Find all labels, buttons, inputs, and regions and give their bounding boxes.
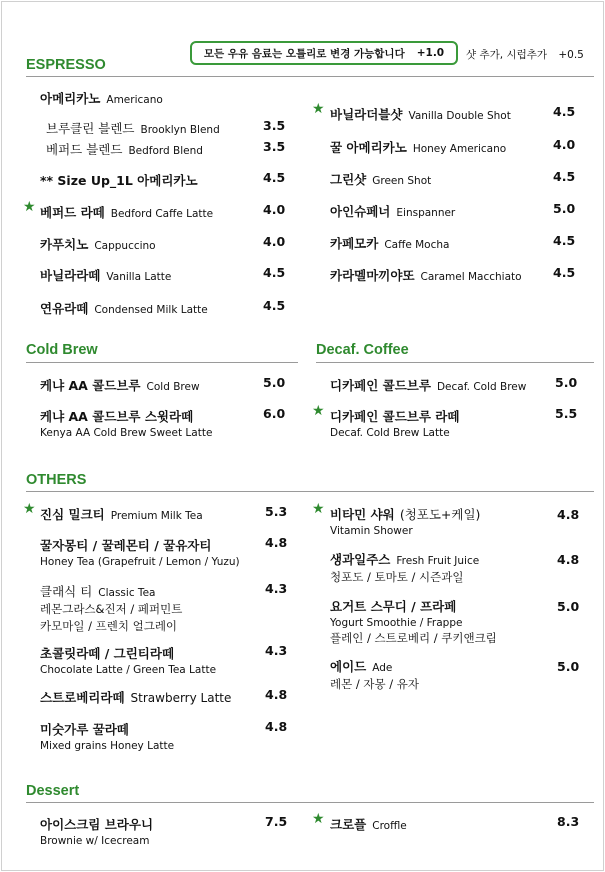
menu-item: 바닐라라떼 Vanilla Latte	[40, 268, 172, 283]
item-price: 5.0	[557, 659, 580, 674]
item-price: 5.0	[553, 201, 576, 216]
section-rule-cold-brew	[26, 362, 298, 363]
section-title-dessert: Dessert	[26, 783, 80, 799]
section-rule-decaf	[316, 362, 594, 363]
item-price: 4.0	[263, 202, 286, 217]
menu-item: 베퍼드 블렌드 Bedford Blend	[46, 142, 203, 157]
item-price: 4.8	[265, 719, 288, 734]
menu-item: 에이드 Ade 레몬 / 자몽 / 유자	[330, 659, 420, 691]
menu-item: 카푸치노 Cappuccino	[40, 237, 156, 252]
oatly-notice-box	[190, 41, 458, 65]
menu-item: 케냐 AA 콜드브루 Cold Brew	[40, 378, 200, 393]
menu-item: 아인슈페너 Einspanner	[330, 204, 456, 219]
oatly-notice-price: +1.0	[416, 47, 445, 59]
menu-item: 케냐 AA 콜드브루 스윗라떼 Kenya AA Cold Brew Sweet Latte	[40, 409, 213, 439]
star-icon: ★	[312, 501, 325, 517]
section-title-others: OTHERS	[26, 472, 87, 488]
menu-item: 생과일주스 Fresh Fruit Juice 청포도 / 토마토 / 시즌과일	[330, 552, 480, 584]
item-price: 4.5	[263, 298, 286, 313]
menu-item: 클래식 티 Classic Tea 레몬그라스&진저 / 페퍼민트 카모마일 / 프렌치 얼그레이	[40, 584, 183, 633]
item-price: 4.8	[265, 535, 288, 550]
menu-item: 아이스크림 브라우니 Brownie w/ Icecream	[40, 817, 154, 847]
menu-item: 브루클린 블렌드 Brooklyn Blend	[46, 121, 220, 136]
menu-item: 그린샷 Green Shot	[330, 172, 432, 187]
menu-item: 아메리카노 Americano	[40, 91, 163, 106]
item-price: 4.3	[265, 643, 288, 658]
menu-item: 크로플 Croffle	[330, 817, 407, 832]
item-price: 4.3	[265, 581, 288, 596]
menu-item: ** Size Up_1L 아메리카노	[40, 173, 198, 188]
menu-item: 카페모카 Caffe Mocha	[330, 236, 450, 251]
item-price: 4.5	[553, 104, 576, 119]
item-price: 5.0	[557, 599, 580, 614]
item-price: 4.8	[557, 552, 580, 567]
star-icon: ★	[23, 501, 36, 517]
item-price: 4.0	[553, 137, 576, 152]
star-icon: ★	[312, 811, 325, 827]
item-price: 4.8	[265, 687, 288, 702]
menu-item: 꿀 아메리카노 Honey Americano	[330, 140, 507, 155]
item-price: 4.5	[553, 169, 576, 184]
menu-item: 요거트 스무디 / 프라페 Yogurt Smoothie / Frappe 플레인 / 스트로베리 / 쿠키앤크림	[330, 599, 497, 645]
star-icon: ★	[312, 403, 325, 419]
item-price: 3.5	[263, 139, 286, 154]
item-price: 5.0	[263, 375, 286, 390]
item-price: 6.0	[263, 406, 286, 421]
section-title-decaf: Decaf. Coffee	[316, 342, 409, 358]
section-rule-others	[26, 491, 594, 492]
item-price: 5.3	[265, 504, 288, 519]
star-icon: ★	[23, 199, 36, 215]
section-title-espresso: ESPRESSO	[26, 57, 106, 73]
item-price: 3.5	[263, 118, 286, 133]
item-price: 4.8	[557, 507, 580, 522]
item-price: 8.3	[557, 814, 580, 829]
extra-shot-notice	[466, 47, 584, 62]
menu-item: 연유라떼 Condensed Milk Latte	[40, 301, 208, 316]
extra-shot-text: 샷 추가, 시럽추가	[466, 49, 548, 61]
menu-item: 진심 밀크티 Premium Milk Tea	[40, 507, 203, 522]
item-price: 4.5	[553, 265, 576, 280]
menu-item: 디카페인 콜드브루 라떼 Decaf. Cold Brew Latte	[330, 409, 460, 439]
section-rule-espresso	[26, 76, 594, 77]
item-price: 5.0	[555, 375, 578, 390]
menu-item: 비타민 샤워 (청포도+케일) Vitamin Shower	[330, 507, 481, 537]
menu-item: 미숫가루 꿀라떼 Mixed grains Honey Latte	[40, 722, 175, 752]
item-price: 4.5	[263, 265, 286, 280]
section-rule-dessert	[26, 802, 594, 803]
menu-item: 꿀자몽티 / 꿀레몬티 / 꿀유자티 Honey Tea (Grapefruit / Lemon / Yuzu)	[40, 538, 240, 568]
menu-item: 카라멜마끼야또 Caramel Macchiato	[330, 268, 522, 283]
item-price: 5.5	[555, 406, 578, 421]
menu-item: 초콜릿라떼 / 그린티라떼 Chocolate Latte / Green Tea Latte	[40, 646, 217, 676]
section-title-cold-brew: Cold Brew	[26, 342, 98, 358]
item-price: 4.5	[263, 170, 286, 185]
item-price: 4.0	[263, 234, 286, 249]
extra-shot-price: +0.5	[558, 49, 584, 61]
menu-item: 바닐라더블샷 Vanilla Double Shot	[330, 107, 511, 122]
menu-item: 베퍼드 라떼 Bedford Caffe Latte	[40, 205, 214, 220]
item-price: 7.5	[265, 814, 288, 829]
oatly-notice-text: 모든 우유 음료는 오틀리로 변경 가능합니다	[203, 47, 405, 60]
menu-item: 스트로베리라떼 Strawberry Latte	[40, 690, 232, 705]
menu-item: 디카페인 콜드브루 Decaf. Cold Brew	[330, 378, 527, 393]
item-price: 4.5	[553, 233, 576, 248]
star-icon: ★	[312, 101, 325, 117]
